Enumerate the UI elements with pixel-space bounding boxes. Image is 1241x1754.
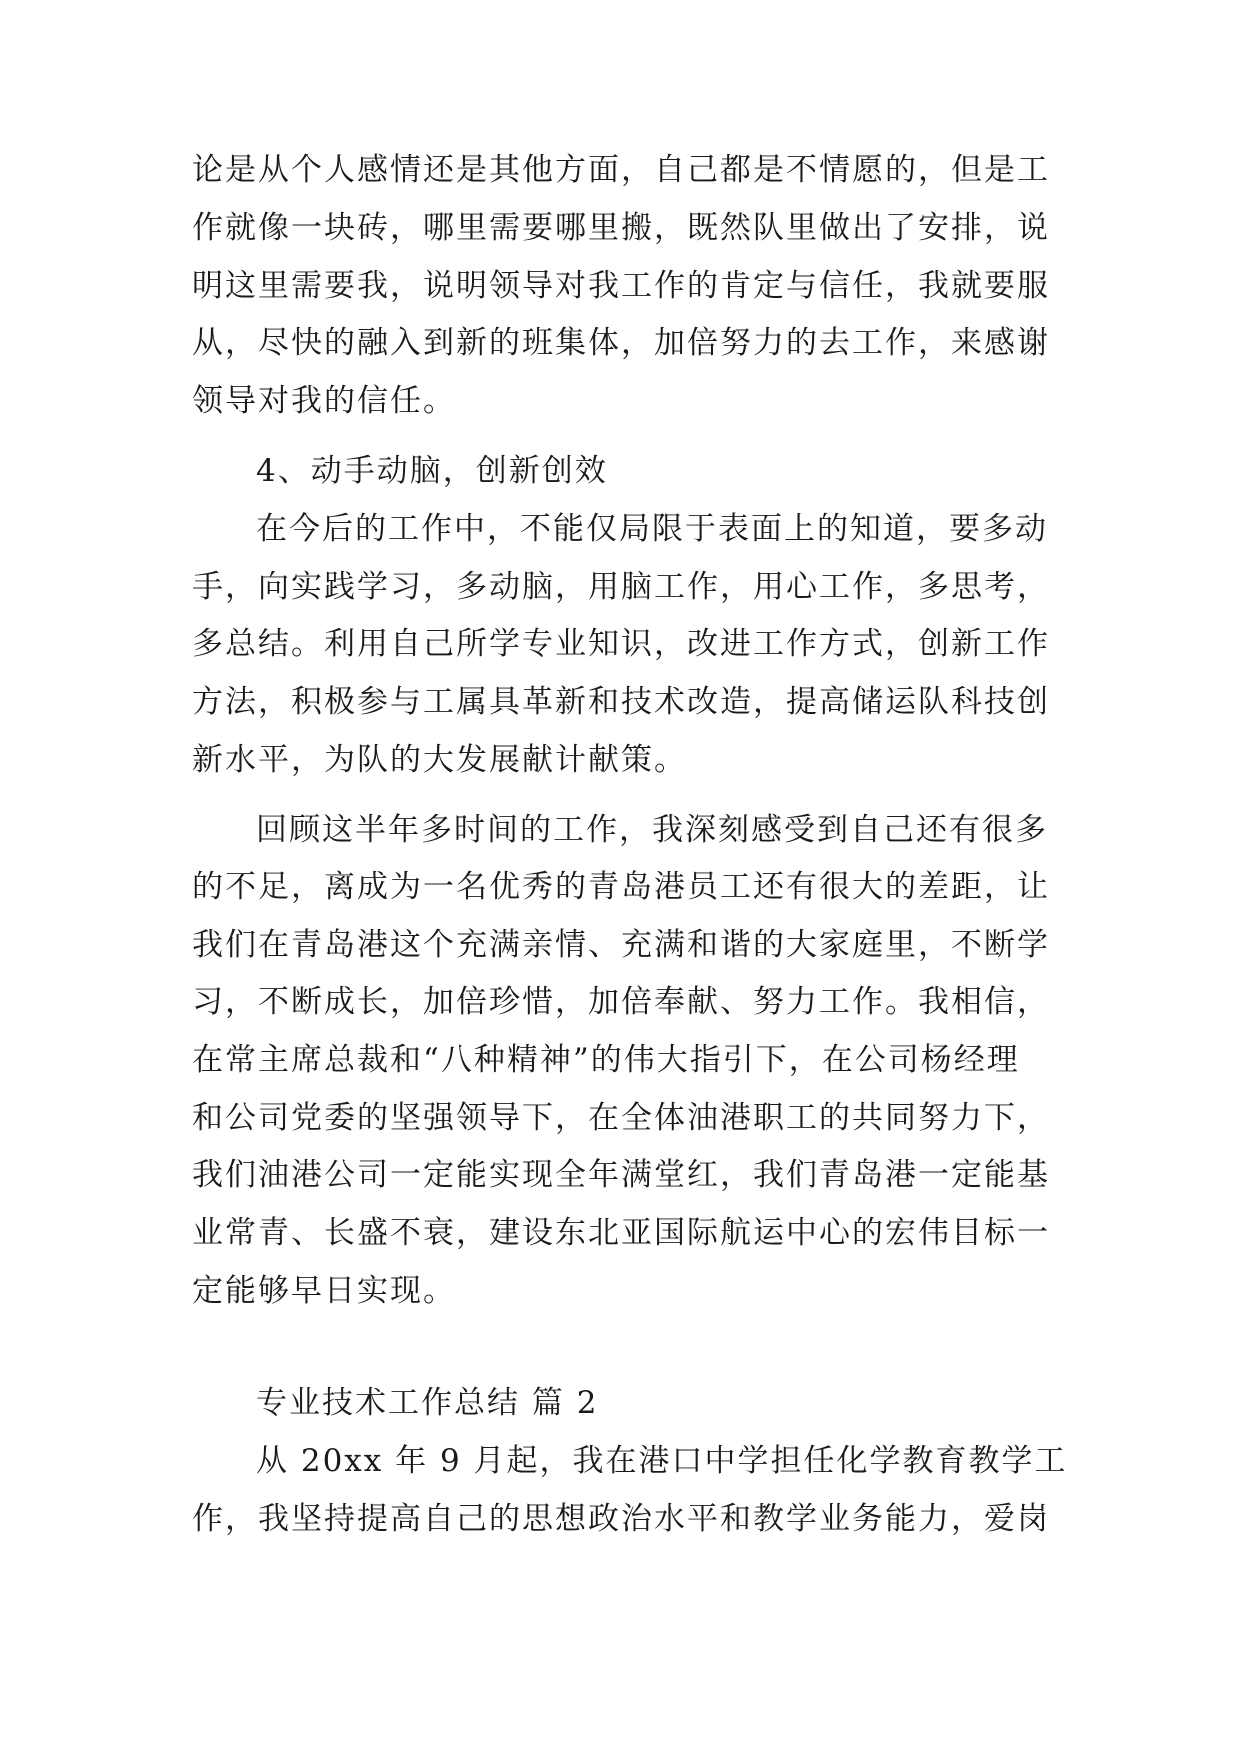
text-line: 在常主席总裁和“八种精神”的伟大指引下，在公司杨经理 — [192, 1042, 1020, 1078]
text-line: 明这里需要我，说明领导对我工作的肯定与信任，我就要服 — [192, 268, 1050, 304]
text-line: 手，向实践学习，多动脑，用脑工作，用心工作，多思考， — [192, 569, 1050, 605]
text-line: 业常青、长盛不衰，建设东北亚国际航运中心的宏伟目标一 — [192, 1215, 1050, 1251]
text-line: 新水平，为队的大发展献计献策。 — [192, 742, 687, 778]
text-line: 从 20xx 年 9 月起，我在港口中学担任化学教育教学工 — [256, 1443, 1068, 1479]
section-heading: 4、动手动脑，创新创效 — [256, 453, 608, 489]
text-line: 定能够早日实现。 — [192, 1273, 456, 1309]
text-line: 我们油港公司一定能实现全年满堂红，我们青岛港一定能基 — [192, 1157, 1050, 1193]
text-line: 的不足，离成为一名优秀的青岛港员工还有很大的差距，让 — [192, 869, 1050, 905]
text-line: 习，不断成长，加倍珍惜，加倍奉献、努力工作。我相信， — [192, 984, 1050, 1020]
text-line: 多总结。利用自己所学专业知识，改进工作方式，创新工作 — [192, 626, 1050, 662]
text-line: 论是从个人感情还是其他方面，自己都是不情愿的，但是工 — [192, 152, 1050, 188]
text-line: 作就像一块砖，哪里需要哪里搬，既然队里做出了安排，说 — [192, 210, 1050, 246]
text-line: 回顾这半年多时间的工作，我深刻感受到自己还有很多 — [256, 812, 1048, 848]
text-line: 作，我坚持提高自己的思想政治水平和教学业务能力，爱岗 — [192, 1501, 1050, 1537]
text-line: 和公司党委的坚强领导下，在全体油港职工的共同努力下， — [192, 1100, 1050, 1136]
text-line: 领导对我的信任。 — [192, 383, 456, 419]
text-line: 从，尽快的融入到新的班集体，加倍努力的去工作，来感谢 — [192, 325, 1050, 361]
article-heading: 专业技术工作总结 篇 2 — [256, 1385, 599, 1421]
text-line: 方法，积极参与工属具革新和技术改造，提高储运队科技创 — [192, 684, 1050, 720]
text-line: 我们在青岛港这个充满亲情、充满和谐的大家庭里，不断学 — [192, 927, 1050, 963]
text-line: 在今后的工作中，不能仅局限于表面上的知道，要多动 — [256, 511, 1048, 547]
